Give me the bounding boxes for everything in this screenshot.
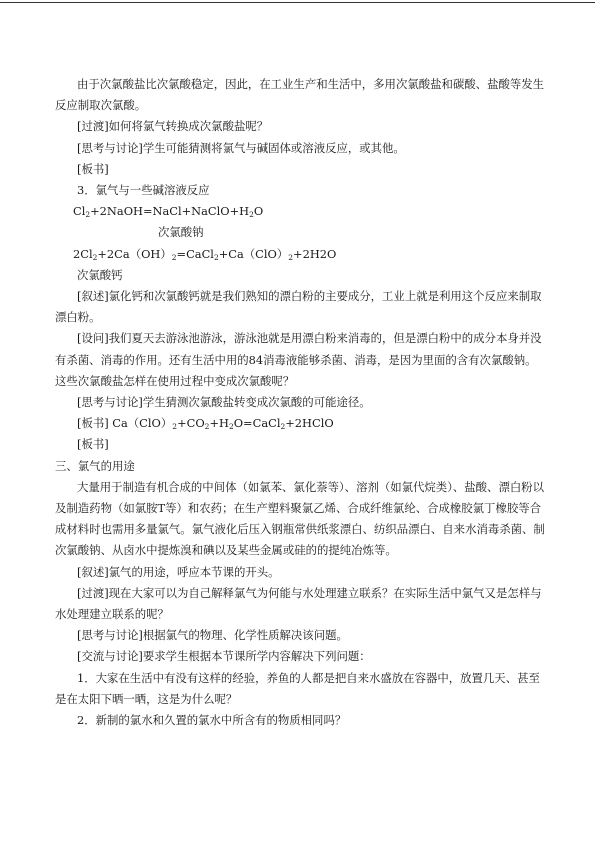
section-heading-uses: 三、氯气的用途 [55, 458, 135, 473]
paragraph-bleaching-powder: [叙述]氯化钙和次氯酸钙就是我们熟知的漂白粉的主要成分，工业上就是利用这个反应来制取漂白粉。 [55, 289, 542, 325]
equation-naoh: $Cl_2+2NaOH=NaCl+NaClO+H_2O$ [73, 204, 264, 220]
header-rule [0, 2, 595, 3]
question-1: 1．大家在生活中有没有这样的经验，养鱼的人都是把自来水盛放在容器中，放置几天、甚至是在太阳下晒一晒，这是为什么呢？ [55, 670, 540, 706]
section-heading-alkali-reaction: 3．氯气与一些碱溶液反应 [77, 183, 210, 198]
exchange-discussion: [交流与讨论]要求学生根据本节课所学内容解决下列问题： [77, 649, 371, 664]
discussion-line: [思考与讨论]学生可能猜测将氯气与碱固体或溶液反应，或其他。 [77, 140, 405, 155]
paragraph-swimming-pool: [设问]我们夏天去游泳池游泳，游泳池就是用漂白粉来消毒的，但是漂白粉中的成分本身并没有杀菌、消毒的作用。还有生活中用的84消毒液能够杀菌、消毒，是因为里面的含有次氯酸钠。这些次氯酸盐怎样在使用过程中变成次氯酸呢？ [55, 331, 542, 388]
discussion-properties: [思考与讨论]根据氯气的物理、化学性质解决该问题。 [77, 628, 348, 643]
question-2: 2．新制的氯水和久置的氯水中所含有的物质相同吗？ [77, 713, 347, 728]
board-note: [板书] [77, 161, 109, 176]
paragraph-chlorine-uses: 大量用于制造有机合成的中间体（如氯苯、氯化萘等）、溶剂（如氯代烷类）、盐酸、漂白粉以及制造药物（如氯胺T等）和农药；在生产塑料聚氯乙烯、合成纤维氯纶、合成橡胶氯丁橡胶等合成材料时也需用多量氯气。氯气液化后压入钢瓶常供纸浆漂白、纺织品漂白、自来水消毒杀菌、制次氯酸钠、从卤水中提炼溴和碘以及某些金属或硅的的提纯冶炼等。 [55, 479, 545, 558]
transition-water-treatment: [过渡]现在大家可以为自己解释氯气为何能与水处理建立联系？在实际生活中氯气又是怎样与水处理建立联系的呢？ [55, 585, 542, 622]
narration-uses: [叙述]氯气的用途，呼应本节课的开头。 [77, 564, 280, 579]
paragraph-hypochlorite-stability: 由于次氯酸盐比次氯酸稳定，因此，在工业生产和生活中，多用次氯酸盐和碳酸、盐酸等发生反应制取次氯酸。 [55, 77, 545, 113]
discussion-conversion: [思考与讨论]学生猜测次氯酸盐转变成次氯酸的可能途径。 [77, 395, 371, 410]
board-note-2: [板书] [77, 437, 109, 452]
label-calcium-hypochlorite: 次氯酸钙 [77, 267, 123, 282]
document-body [55, 74, 545, 731]
label-sodium-hypochlorite: 次氯酸钠 [158, 225, 204, 240]
equation-caoh: $2Cl_2+2Ca(OH)_2=CaCl_2+Ca(ClO)_2+2H2O$ [73, 246, 337, 262]
equation-co2: [板书] $Ca(ClO)_2+CO_2+H_2O=CaCl_2+2HClO$ [77, 416, 334, 432]
transition-line: [过渡]如何将氯气转换成次氯酸盐呢？ [77, 119, 269, 134]
